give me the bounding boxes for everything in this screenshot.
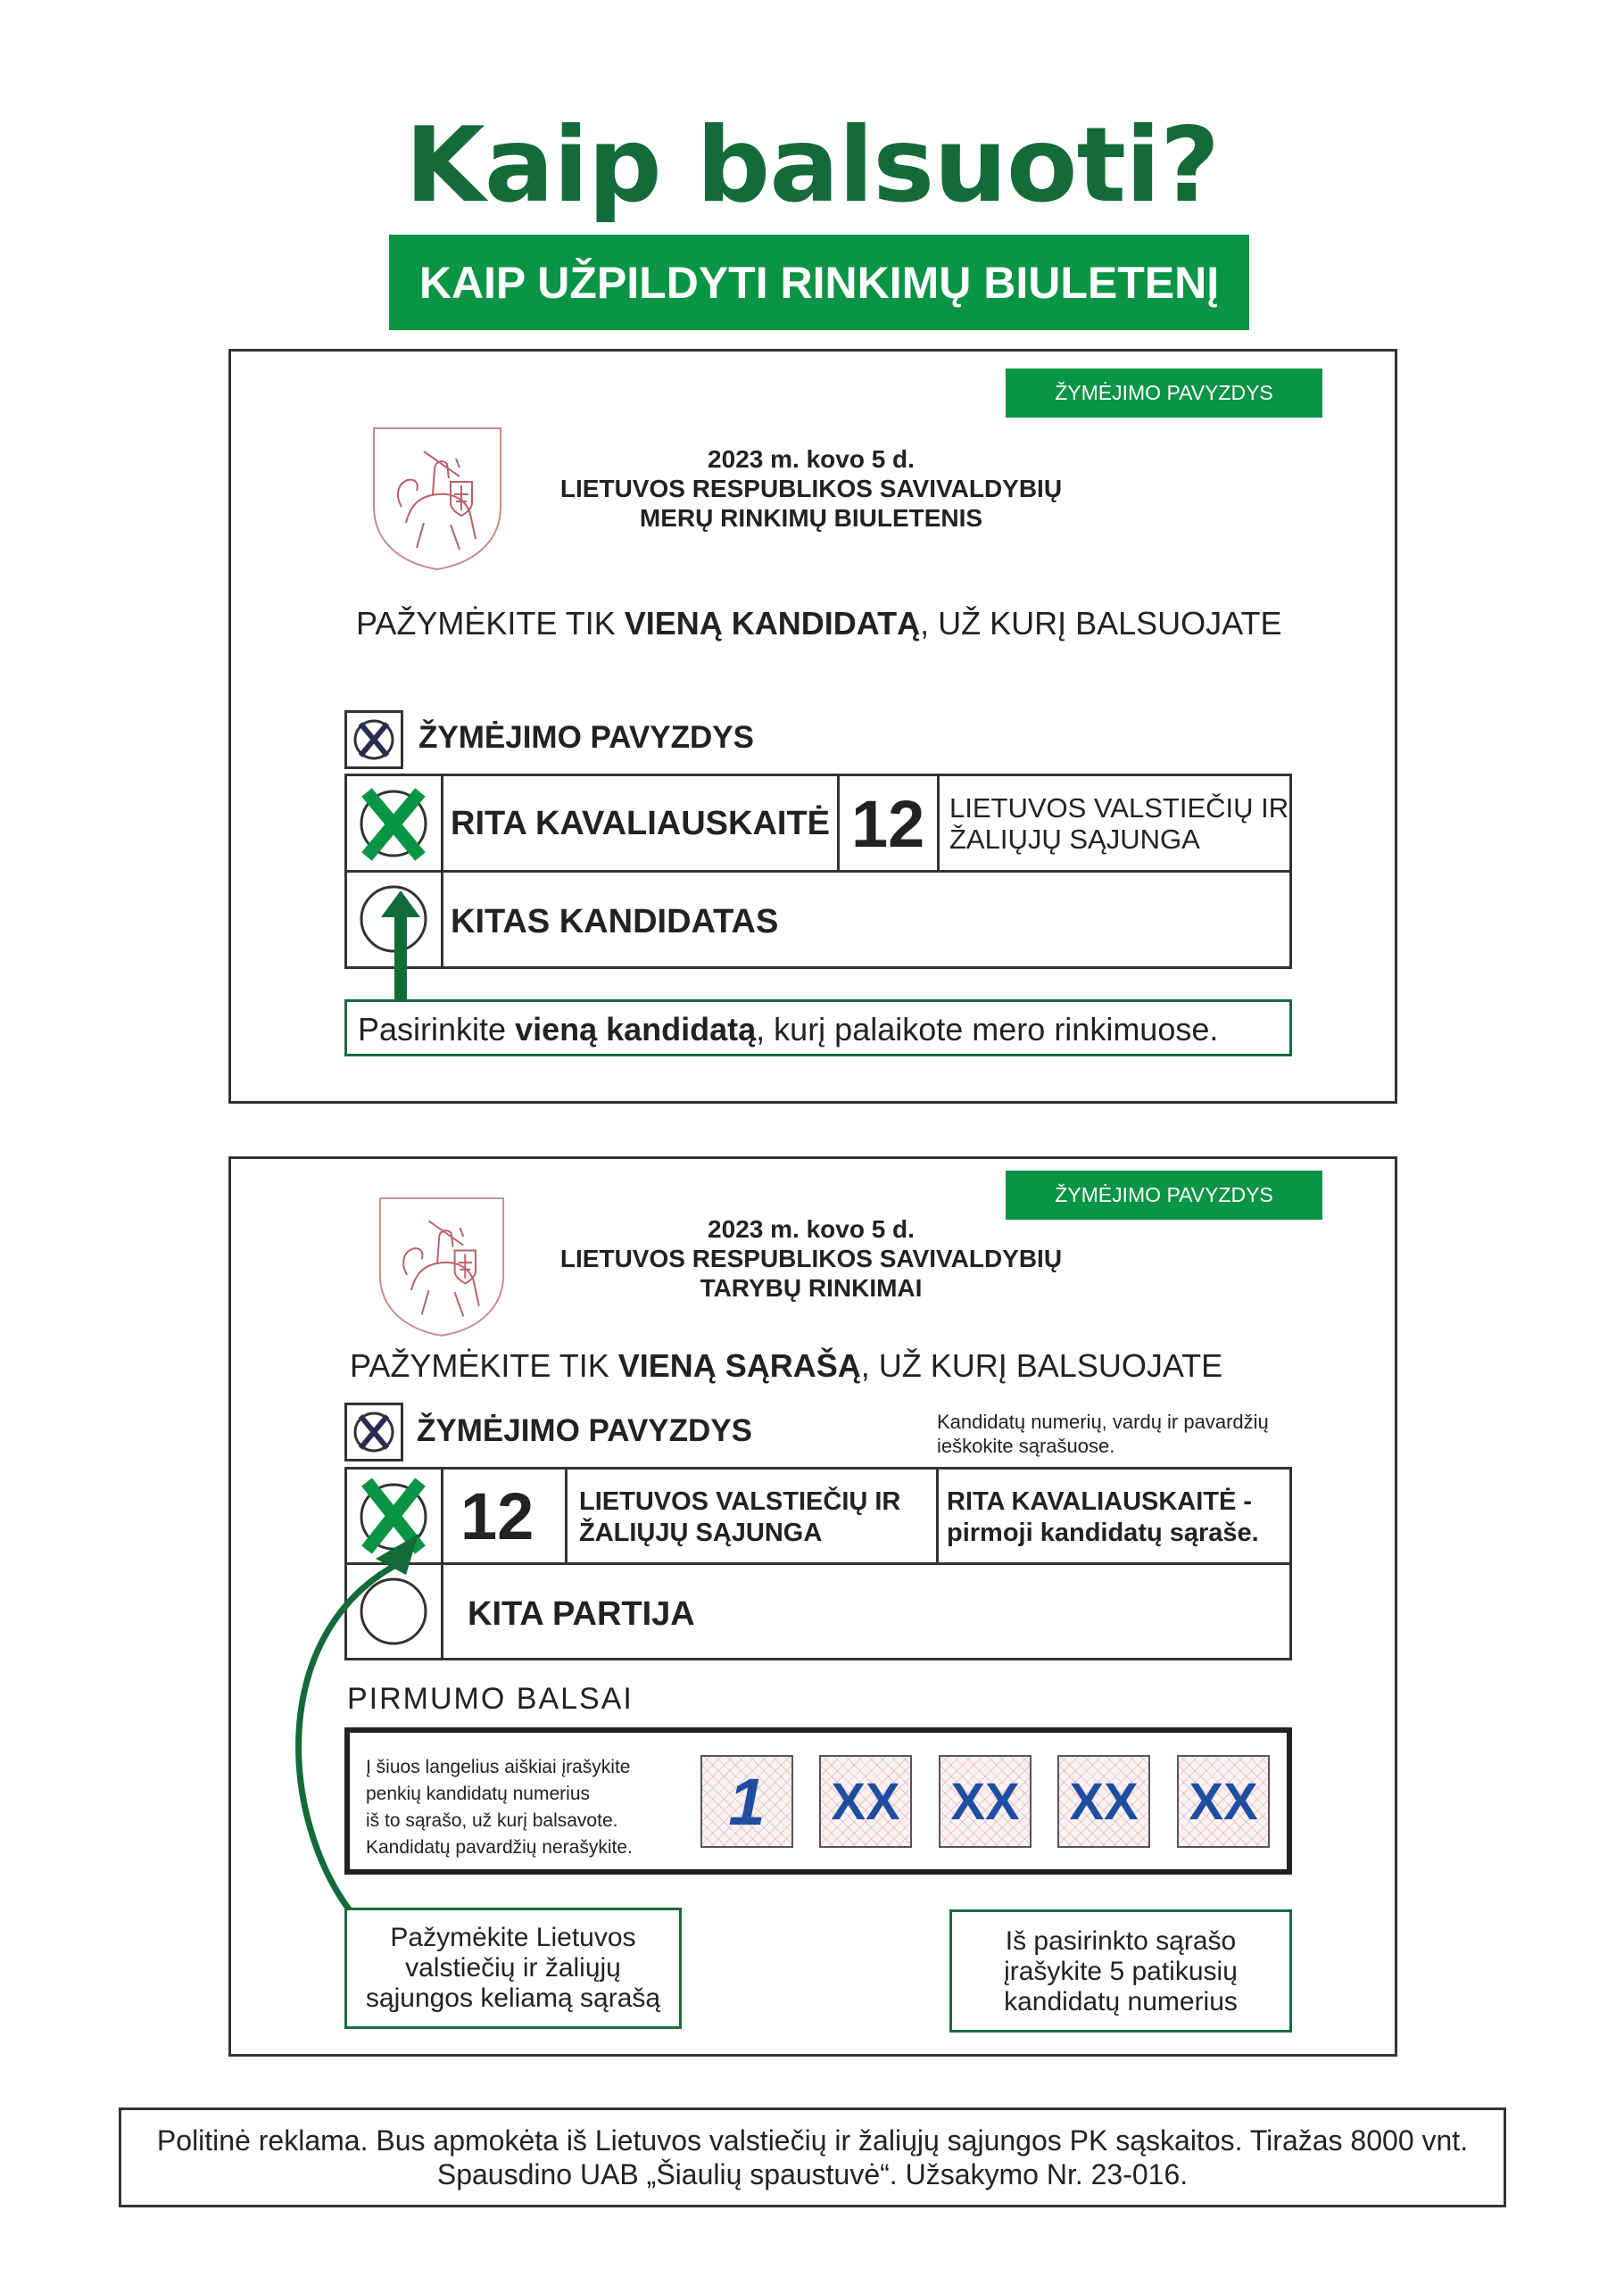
pref-text-line3: iš to sąrašo, už kurį balsavote.: [366, 1810, 618, 1831]
ballot-header: [410, 444, 1213, 533]
party-note: [344, 1908, 682, 2029]
preference-note-line2: įrašykite 5 patikusių: [1004, 1957, 1238, 1986]
ballot-instruction: [356, 605, 1338, 642]
preference-cell[interactable]: XX: [819, 1755, 912, 1848]
party-name-line2: ŽALIŲJŲ SĄJUNGA: [579, 1519, 823, 1547]
legend-label: ŽYMĖJIMO PAVYZDYS: [418, 720, 754, 755]
party-name-line1: LIETUVOS VALSTIEČIŲ IR: [579, 1487, 901, 1516]
legend-sample-box: [344, 1403, 403, 1461]
party-row: [347, 1565, 1289, 1658]
legend-label: ŽYMĖJIMO PAVYZDYS: [417, 1413, 752, 1448]
party-number: 12: [851, 787, 925, 861]
footer-line2: Spausdino UAB „Šiaulių spaustuvė“. Užsakymo Nr. 23-016.: [436, 2158, 1189, 2190]
party-note-line3: sąjungos keliamą sąrašą: [365, 1983, 661, 2013]
council-ballot-sample: [228, 1156, 1397, 2057]
ballot-heading-line1: LIETUVOS RESPUBLIKOS SAVIVALDYBIŲ: [559, 475, 1063, 502]
party-name: [579, 1486, 900, 1549]
first-candidate-line1: RITA KAVALIAUSKAITĖ -: [947, 1487, 1253, 1516]
preference-note-line3: kandidatų numerius: [1004, 1987, 1238, 2016]
preference-cell[interactable]: XX: [1177, 1755, 1270, 1848]
crossed-circle-icon: [347, 713, 401, 766]
instruction-emphasis: VIENĄ KANDIDATĄ: [624, 605, 921, 642]
candidate-name: RITA KAVALIAUSKAITĖ: [451, 805, 831, 842]
arrow-up-icon: [374, 887, 427, 1003]
pref-text-line4: Kandidatų pavardžių nerašykite.: [366, 1837, 633, 1858]
column-divider: [837, 776, 840, 870]
legend-note: [937, 1410, 1269, 1458]
curved-arrow-icon: [249, 1462, 481, 1962]
ballot-heading-line2: TARYBŲ RINKIMAI: [700, 1274, 923, 1302]
note-text: Pasirinkite: [358, 1011, 516, 1047]
column-divider: [937, 776, 940, 870]
legend-note-line2: ieškokite sąrašuose.: [937, 1435, 1115, 1457]
party-number: 12: [460, 1479, 534, 1553]
candidate-name: KITAS KANDIDATAS: [451, 903, 779, 940]
ballot-heading-line1: LIETUVOS RESPUBLIKOS SAVIVALDYBIŲ: [559, 1245, 1063, 1272]
party-name-line2: ŽALIŲJŲ SĄJUNGA: [949, 824, 1200, 855]
party-name: [949, 792, 1288, 855]
note-emphasis: vieną kandidatą: [515, 1011, 757, 1047]
first-candidate: [947, 1486, 1259, 1549]
page-title: Kaip balsuoti?: [404, 105, 1220, 226]
mayor-note: [344, 999, 1292, 1056]
legend-sample-box: [344, 710, 403, 769]
candidate-row: [347, 873, 1289, 966]
footer-line1: Politinė reklama. Bus apmokėta iš Lietuvos valstiečių ir žaliųjų sąjungos PK sąskaitos. Tiražas 8000 vnt.: [156, 2124, 1469, 2157]
legend-note-line1: Kandidatų numerių, vardų ir pavardžių: [937, 1411, 1269, 1433]
ballot-date: 2023 m. kovo 5 d.: [708, 1215, 915, 1243]
preference-cell[interactable]: XX: [939, 1755, 1032, 1848]
ballot-heading-line2: MERŲ RINKIMŲ BIULETENIS: [639, 504, 983, 532]
instruction-emphasis: VIENĄ SĄRAŠĄ: [617, 1347, 861, 1384]
preference-cell[interactable]: 1: [700, 1755, 793, 1848]
preference-note: [949, 1909, 1292, 2033]
mayor-ballot-sample: [228, 349, 1397, 1104]
preference-note-line1: Iš pasirinkto sąrašo: [1005, 1926, 1237, 1956]
ballot-date: 2023 m. kovo 5 d.: [708, 445, 915, 473]
sample-tag: ŽYMĖJIMO PAVYZDYS: [1006, 1171, 1322, 1220]
party-name: KITA PARTIJA: [468, 1595, 695, 1633]
instruction-text-end: , UŽ KURĮ BALSUOJATE: [860, 1347, 1223, 1384]
party-note-line2: valstiečių ir žaliųjų: [405, 1953, 621, 1983]
candidate-row: [347, 776, 1289, 873]
instruction-text-end: , UŽ KURĮ BALSUOJATE: [920, 605, 1282, 642]
column-divider: [936, 1470, 939, 1562]
instruction-text: PAŽYMĖKITE TIK: [356, 605, 625, 642]
vote-cell[interactable]: [347, 776, 443, 870]
preference-cell[interactable]: XX: [1057, 1755, 1150, 1848]
party-note-line1: Pažymėkite Lietuvos: [390, 1923, 636, 1952]
preference-votes-box: [344, 1727, 1292, 1875]
note-text-end: , kurį palaikote mero rinkimuose.: [756, 1011, 1219, 1047]
ballot-instruction: [350, 1347, 1331, 1385]
pref-text-line2: penkių kandidatų numerius: [366, 1784, 590, 1804]
first-candidate-line2: pirmoji kandidatų sąraše.: [947, 1519, 1259, 1547]
party-name-line1: LIETUVOS VALSTIEČIŲ IR: [949, 792, 1289, 824]
crossed-circle-icon: [347, 1405, 401, 1459]
party-row: [347, 1470, 1289, 1565]
section-banner: KAIP UŽPILDYTI RINKIMŲ BIULETENĮ: [389, 235, 1249, 330]
political-ad-footer: [119, 2107, 1506, 2207]
instruction-text: PAŽYMĖKITE TIK: [350, 1347, 618, 1384]
preference-heading: PIRMUMO BALSAI: [347, 1682, 634, 1716]
green-x-mark-icon: [347, 776, 440, 869]
column-divider: [565, 1470, 568, 1562]
sample-tag: ŽYMĖJIMO PAVYZDYS: [1006, 368, 1322, 418]
candidate-table: [344, 774, 1292, 969]
party-table: [344, 1467, 1292, 1660]
ballot-header: [410, 1214, 1213, 1303]
pref-text-line1: Į šiuos langelius aiškiai įrašykite: [366, 1757, 631, 1777]
